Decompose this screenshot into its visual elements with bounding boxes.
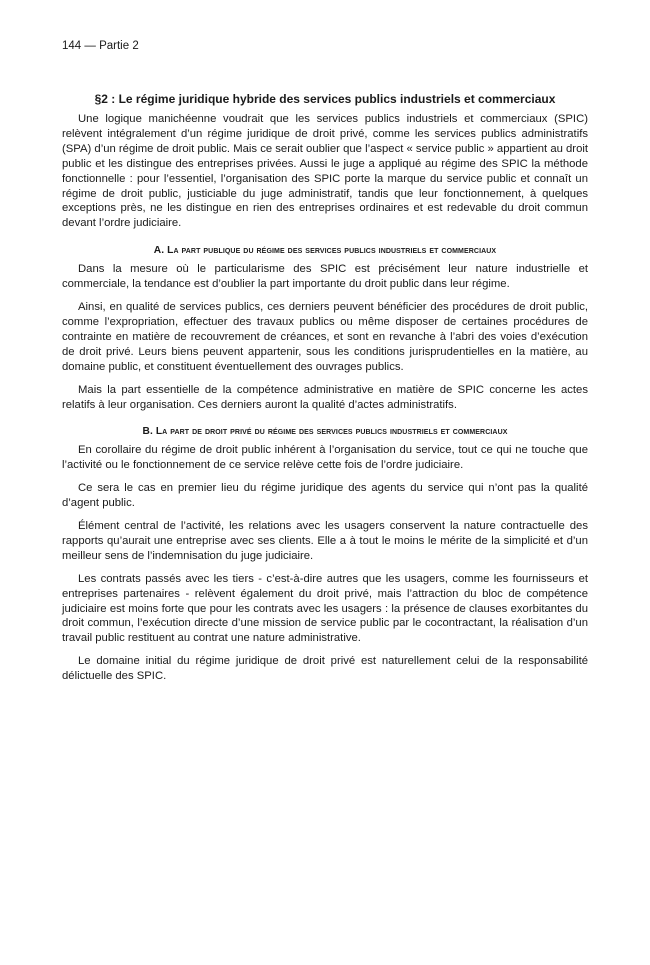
subsection-a-paragraph: Ainsi, en qualité de services publics, ces derniers peuvent bénéficier des procédures de droit public, comme l’expropriation, effectuer des travaux publics ou même disposer de certaines procédures de contrainte en matière de recouvrement de créances, et sont en revanche à l’abri des voies d’exécution de droit privé. Leurs biens peuvent appartenir, sous les conditions jurisprudentielles en la matière, au domaine public, et constituent éventuellement des ouvrages publics. [62,301,588,373]
subsection-b-paragraph: Élément central de l’activité, les relations avec les usagers conservent la nature contractuelle des rapports qu’aurait une entreprise avec ses clients. Elle a à tout le moins le mérite de la simplicité et d’un meilleur sens de l’indemnisation du juge judiciaire. [62,520,588,562]
running-head: 144 — Partie 2 [62,40,139,52]
page-content [62,92,588,692]
subsection-b-paragraph: Ce sera le cas en premier lieu du régime juridique des agents du service qui n’ont pas la qualité d’agent public. [62,482,588,510]
subsection-a-title: A. La part publique du régime des services publics industriels et commerciaux [153,245,497,257]
subsection-b-paragraph: Le domaine initial du régime juridique de droit privé est naturellement celui de la responsabilité délictuelle des SPIC. [62,655,588,683]
subsection-a-paragraph: Mais la part essentielle de la compétence administrative en matière de SPIC concerne les actes relatifs à leur organisation. Ces derniers auront la qualité d’actes administratifs. [62,383,588,411]
subsection-b-title: B. La part de droit privé du régime des services publics industriels et commerciaux [142,426,508,438]
subsection-b-paragraph: En corollaire du régime de droit public inhérent à l’organisation du service, tout ce qui ne touche que l’activité ou le fonctionnement de ce service relève cette fois de l’ordre judiciaire. [62,444,588,472]
subsection-a-paragraph: Dans la mesure où le particularisme des SPIC est précisément leur nature industrielle et commerciale, la tendance est d’oublier la part importante du droit public dans leur régime. [62,263,588,291]
section-title: §2 : Le régime juridique hybride des services publics industriels et commerciaux [94,92,556,106]
intro-paragraph: Une logique manichéenne voudrait que les services publics industriels et commerciaux (SPIC) relèvent intégralement d’un régime juridique de droit privé, comme les services publics administratifs (SPA) d’un régime de droit public. Mais ce serait oublier que l’aspect « service public » appartient au droit public et les distingue des entreprises privées. Aussi le juge a appliqué au régime des SPIC la méthode fonctionnelle : pour l’essentiel, l’organisation des SPIC porte la marque du service public et connaît un régime de droit public, justiciable du juge administratif, tandis que leur fonctionnement, à quelques exceptions près, ne les distingue en rien des entreprises ordinaires et est redevable du droit commun devant l’ordre judiciaire. [62,113,588,230]
subsection-b-paragraph: Les contrats passés avec les tiers - c’est-à-dire autres que les usagers, comme les fournisseurs et entreprises partenaires - relèvent également du droit privé, mais l’attraction du bloc de compétence judiciaire est moins forte que pour les contrats avec les usagers : la présence de clauses exorbitantes du droit commun, l’exécution directe d’une mission de service public par le cocontractant, la réalisation d’un travail public restituent au contrat une nature administrative. [62,572,588,645]
